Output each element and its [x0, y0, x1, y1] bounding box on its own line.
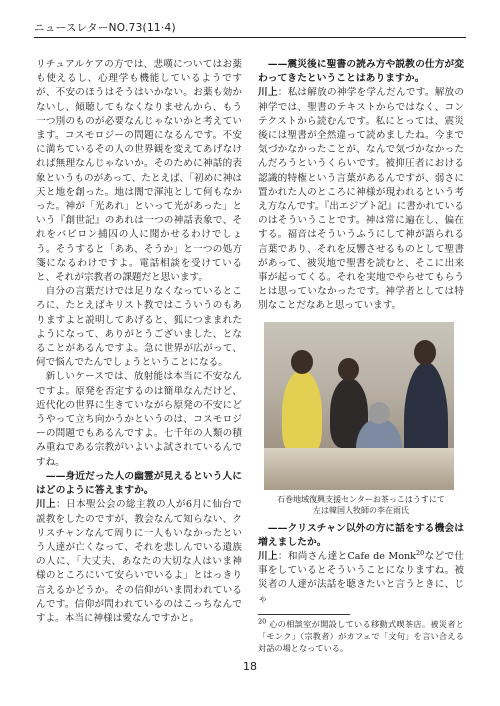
photo-caption	[258, 494, 464, 516]
answer-text: ：私は解放の神学を学んだんです。解放の神学では、聖書のテキストからではなく、コンテクストから読むんです。私にとっては、震災後には聖書が全然違って読めましたね。今まで気づかなかったことが、なんで気づかなかったんだろうというくらいです。被抑圧者における認識的特権という言葉があるんですが、弱さに置かれた人のところに神様が現われるという考え方なんです。『出エジプト記』に書かれているのはそういうことです。神は常に遍在し、偏在する。福音はそういうふうにして神が語られる言葉であり、それを反響させるものとして聖書があって、被災地で聖書を読むと、そこに出来事が起ってくる。それを実地でやらせてもらうとは思っていなかったです。神学者としては特別なことだなあと思っています。	[258, 87, 464, 312]
footnote-rule	[258, 614, 350, 615]
caption-line: 石巻地域復興支援センターお茶っこはうすにて	[277, 494, 445, 504]
footnote-ref: 20	[415, 548, 425, 557]
header-rule	[34, 37, 466, 38]
answer-text: ：日本聖公会の総主教の人が6月に仙台で説教をしたのですが、教会なんて知らない、クリスチャンなんて周りに一人もいなかったという人達が亡くなって、それを悲しんでいる遺族の人に、「大丈夫、あなたの大切な人はいま神様のところにいて安らいでいるよ」とはっきり言えるかどうか。その信仰がいま問われているんです。信仰が問われているのはこっちなんですよ。本当に神様は愛なんですかと。	[36, 499, 243, 624]
speaker-name: 川上	[258, 87, 278, 99]
right-column	[258, 58, 464, 607]
interview-question: ——震災後に聖書の読み方や説教の仕方が変わってきたということはありますか。	[258, 59, 464, 85]
caption-line: 左は韓国人牧師の李在雨氏	[313, 505, 409, 515]
photo-head	[368, 402, 390, 424]
photo-person	[282, 370, 322, 456]
answer-text: などで仕事をしているとそういうことになりますね。被災者の人達が法話を聴きたいと言うときに、じゃ	[258, 551, 465, 605]
photo-head	[414, 340, 436, 365]
answer-text: ：和尚さん達とCafe de Monk	[277, 551, 416, 563]
photo-table	[264, 448, 454, 490]
footnote	[258, 618, 464, 654]
interview-question: ——身近だった人の幽霊が見えるという人にはどのように答えますか。	[36, 470, 242, 497]
footnote-text: 心の相談室が開設している移動式喫茶店。被災者と「モンク」（宗教者）がカフェで「文句」を言い合える対話の場となっている。	[258, 619, 464, 653]
footnote-marker: 20	[258, 617, 267, 626]
page-number: 18	[243, 660, 257, 673]
photo-head	[291, 350, 313, 374]
paragraph: リチュアルケアの方では、悲嘆についてはお薬も使えるし、心理学も機能しているようですが、不安のほうはそうはいかない。お薬も効かないし、傾聴してもなくなりませんから、もう一つ別のものが必要なんじゃないかと考えています。コスモロジーの問題になるんです。不安に満ちているその人の世界観を変えてあげなければ無理なんじゃないか。そのために神話的表象というものがあって、たとえば、「初めに神は天と地を創った。地は闇で渾沌として何もなかった。神が「光あれ」といって光があった」という『創世記』のあれは一つの神話表象で、それをバビロン捕囚の人に聞かせるわけでしょう。そうすると「ああ、そうか」と一つの処方箋になるわけですよ。電話相談を受けていると、それが宗教者の課題だと思います。	[36, 59, 242, 284]
paragraph	[36, 498, 242, 626]
left-column	[36, 58, 242, 626]
speaker-name: 川上	[36, 499, 56, 511]
event-photo	[264, 322, 454, 490]
photo-head	[338, 358, 359, 381]
interview-question: ——クリスチャン以外の方に話をする機会は増えましたか。	[258, 522, 464, 548]
paragraph	[258, 86, 464, 313]
paragraph: 新しいケースでは、放射能は本当に不安なんですよ。原発を否定するのは簡単なんだけど、近代化の世界に生きていながら原発の不安にどうやって立ち向かうかというのは、コスモロジーの問題でもあるんですよ。七千年の人類の積み重ねである宗教がいよいよ試されているんですね。	[36, 371, 242, 468]
newsletter-header: ニュースレターNO.73(11·4)	[34, 22, 176, 34]
paragraph	[258, 550, 464, 607]
speaker-name: 川上	[258, 551, 278, 563]
paragraph: 自分の言葉だけでは足りなくなっているところに、たとえばキリスト教ではこういうのもありますよと説明してあげると、狐につままれたようになって、ありがとうございました、となることがあるんですよ。急に世界が広がって、何で悩んでたんでしょうということになる。	[36, 286, 242, 369]
